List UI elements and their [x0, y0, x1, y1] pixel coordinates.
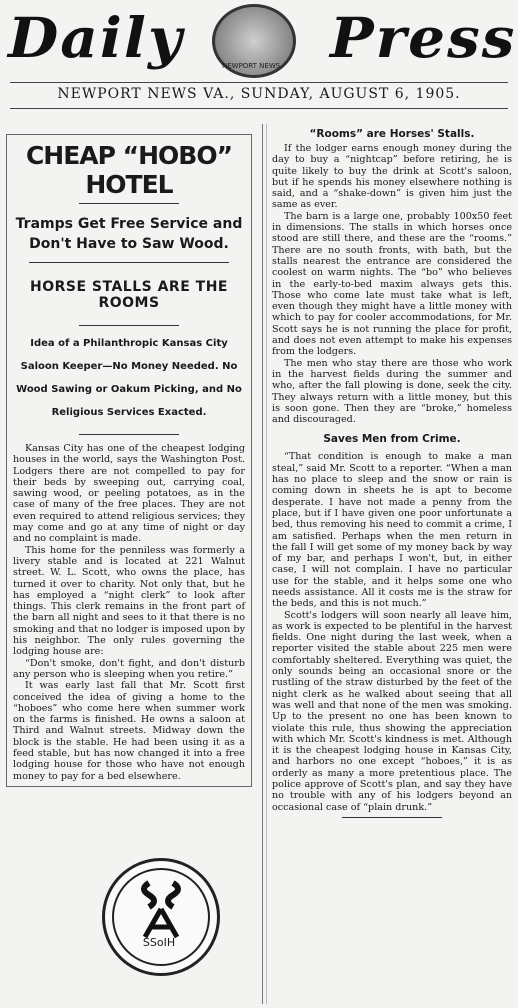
end-rule: [342, 817, 442, 818]
column-separator: [262, 124, 263, 1004]
subhead-rooms: “Rooms” are Horses' Stalls.: [309, 128, 475, 140]
body-paragraph: Kansas City has one of the cheapest lodging houses in the world, says the Washington Post. Lodgers there are not compelled to pay for their beds by sweeping out, carrying coal, sawing wood, or peeling potatoes, as in the case of many of the free places. They are not even required to attend religious services; they may come and go at any time of night or day and no complaint is made.: [13, 443, 245, 545]
body-paragraph: The men who stay there are those who work in the harvest fields during the summer and who, after the fall plowing is done, seek the city. They always return with a little money, but this is soon gone. Then they are “broke,” homeless and discouraged.: [272, 357, 512, 426]
masthead: [0, 0, 518, 118]
subhead-saves-men: Saves Men from Crime.: [323, 433, 461, 446]
headline-box: [6, 134, 252, 787]
masthead-right-word: Press: [330, 5, 517, 71]
body-paragraph: It was early last fall that Mr. Scott first conceived the idea of giving a home to the “hoboes” who come here when summer work on the farms is finished. He owns a saloon at Third and Walnut streets. Midway down the block is the stable. He had been using it as a feed stable, but has now changed it into a free lodging house for those who have not enough money to pay for a bed elsewhere.: [13, 680, 245, 782]
body-paragraph: “Don't smoke, don't fight, and don't disturb any person who is sleeping when you retire.”: [13, 657, 245, 680]
column-separator-inner: [266, 124, 267, 1004]
left-column: [6, 134, 252, 787]
stamp-text: SSoIH: [142, 936, 176, 949]
stamp-emblem-icon: [105, 861, 217, 973]
deck-rule-1: [29, 262, 229, 263]
deck-1: Tramps Get Free Service and Don't Have to Saw Wood.: [15, 216, 243, 252]
body-paragraph: If the lodger earns enough money during the day to buy a “nightcap” before retiring, he is quite likely to buy the drink at Scott's saloon, but if he spends his money elsewhere nothing is said, and a “shake-down” is given him just the same as ever.: [272, 143, 512, 211]
dateline-rule-bottom: [10, 108, 508, 109]
masthead-seal-text: NEWPORT NEWS: [222, 62, 281, 70]
deck-3: Idea of a Philanthropic Kansas City Saloon Keeper—No Money Needed. No Wood Sawing or Oakum Picking, and No Religious Services Exacted.: [16, 338, 242, 418]
right-column: [272, 124, 512, 818]
left-body: [7, 435, 251, 786]
dateline-rule-top: [10, 82, 508, 83]
deck-rule-2: [79, 325, 179, 326]
headline: CHEAP “HOBO” HOTEL: [25, 141, 233, 199]
body-paragraph: “That condition is enough to make a man steal,” said Mr. Scott to a reporter. “When a man has no place to sleep and the snow or rain is coming down in sheets he is apt to become desperate. I have not made a penny from the place, but if I have given one poor unfortunate a bed, thus removing his need to commit a crime, I am satisfied. Perhaps when the men return in the fall I will get some of my money back by way of my bar, and perhaps I won't, but, in either case, I will not complain. I have no particular use for the stable, and it helps some one who needs assistance. All it costs me is the straw for the beds, and this is not much.”: [272, 451, 512, 610]
deck-2: HORSE STALLS ARE THE ROOMS: [30, 279, 228, 311]
dateline: NEWPORT NEWS VA., SUNDAY, AUGUST 6, 1905.: [57, 86, 461, 102]
body-paragraph: This home for the penniless was formerly a livery stable and is located at 221 Walnut street. W. L. Scott, who owns the place, has turned it over to charity. Not only that, but he has employed a “night clerk” to look after things. This clerk remains in the front part of the barn all night and sees to it that there is no smoking and that no lodger is imposed upon by his neighbor. The only rules governing the lodging house are:: [13, 544, 245, 658]
headline-rule: [79, 203, 179, 204]
society-stamp-icon: [102, 858, 220, 976]
masthead-left-word: Daily: [8, 5, 184, 71]
body-paragraph: The barn is a large one, probably 100x50 feet in dimensions. The stalls in which horses once stood are still there, and these are the “rooms.” There are no south fronts, with bath, but the stalls nearest the entrance are considered the coolest on warm nights. The “bo” who believes in the early-to-bed maxim always gets this. Those who come late must take what is left, even though they might have a little money with which to pay for cooler accommodations, for Mr. Scott says he is not running the place for profit, and does not even attempt to make his expenses from the lodgers.: [272, 210, 512, 358]
body-paragraph: Scott's lodgers will soon nearly all leave him, as work is expected to be plentiful in the harvest fields. One night during the last week, when a reporter visited the stable about 225 men were comfortably sheltered. Everything was quiet, the only sounds being an occasional snore or the rustling of the straw disturbed by the feet of the night clerk as he walked about seeing that all was well and that none of the men was smoking. Up to the present no one has been known to violate this rule, thus showing the appreciation with which Mr. Scott's kindness is met. Although it is the cheapest lodging house in Kansas City, and harbors no one except “hoboes,” it is as orderly as many a more pretentious place. The police approve of Scott's plan, and say they have no trouble with any of his lodgers beyond an occasional case of “plain drunk.”: [272, 609, 512, 813]
